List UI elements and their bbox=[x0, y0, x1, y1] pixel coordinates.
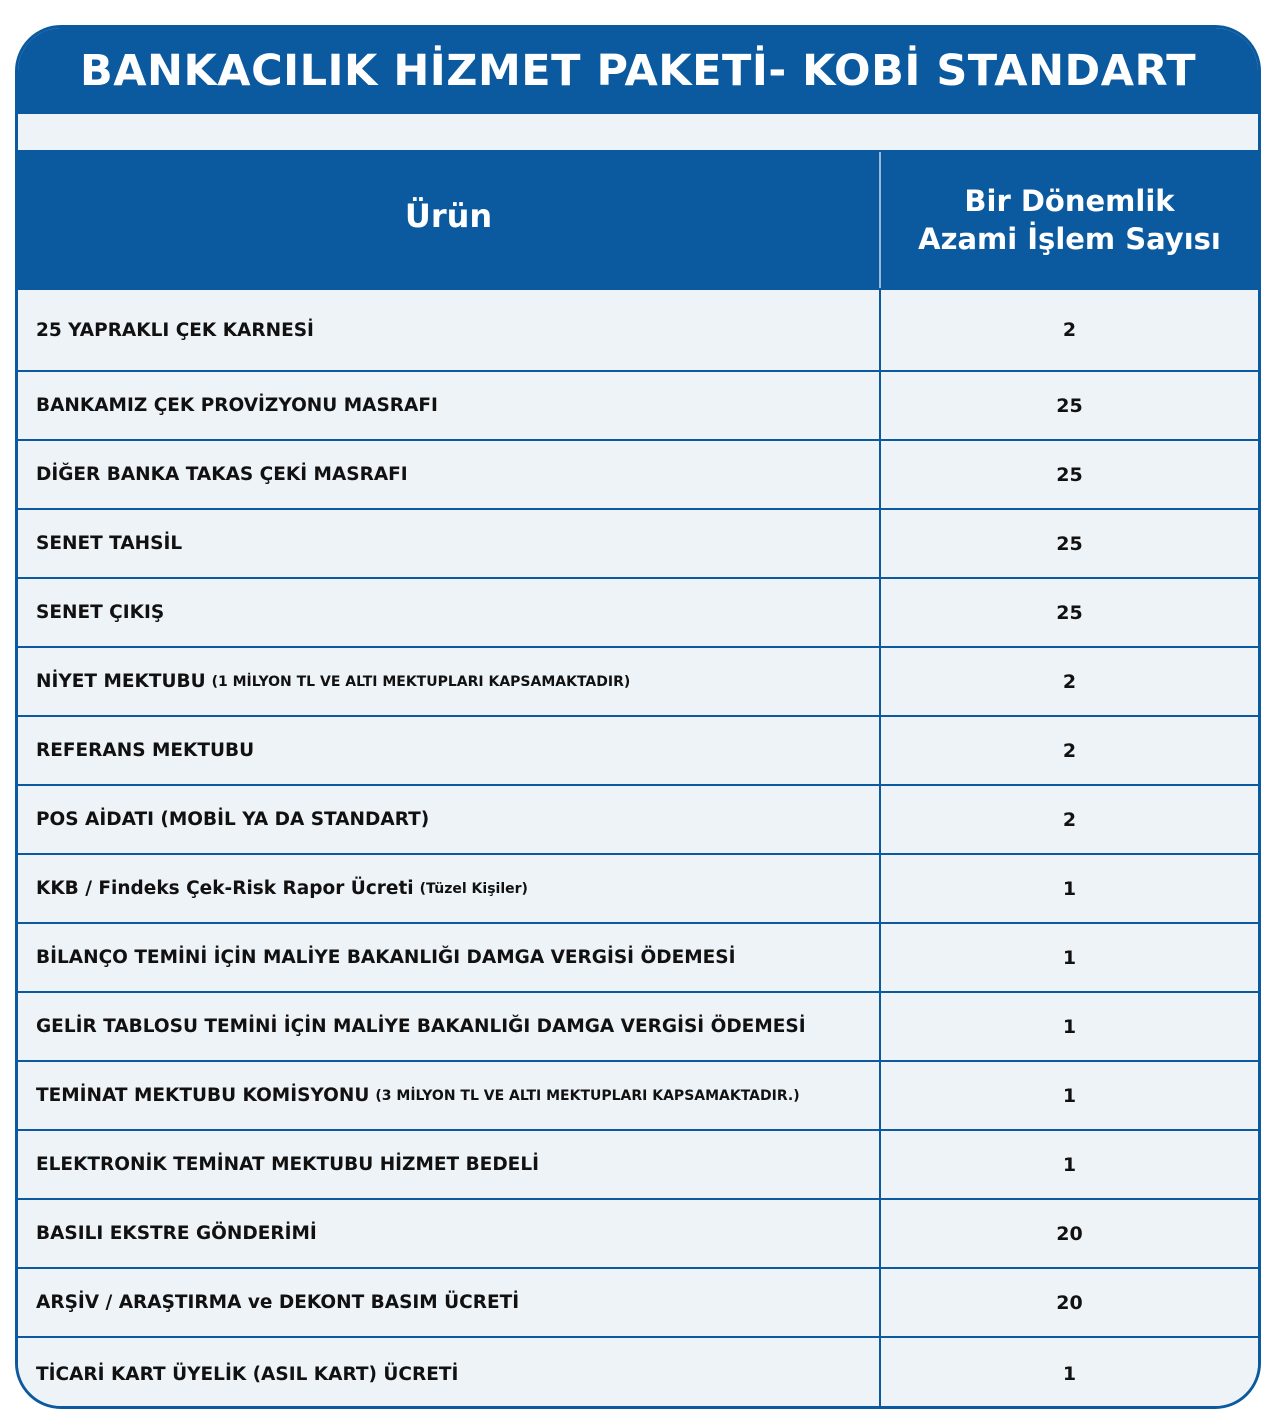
row-product bbox=[18, 579, 881, 646]
table-row bbox=[18, 1200, 1258, 1269]
row-product bbox=[18, 924, 881, 991]
row-product bbox=[18, 441, 881, 508]
row-product-label: KKB / Findeks Çek-Risk Rapor Ücreti bbox=[36, 878, 414, 899]
row-product bbox=[18, 1131, 881, 1198]
table-row bbox=[18, 1269, 1258, 1338]
row-count: 25 bbox=[1056, 463, 1083, 486]
row-count: 25 bbox=[1056, 394, 1083, 417]
table-row bbox=[18, 924, 1258, 993]
row-product-label: GELİR TABLOSU TEMİNİ İÇİN MALİYE BAKANLIĞI DAMGA VERGİSİ ÖDEMESİ bbox=[36, 1016, 806, 1037]
table-row bbox=[18, 1062, 1258, 1131]
header-count bbox=[881, 152, 1258, 288]
table-row bbox=[18, 717, 1258, 786]
row-product-label: TEMİNAT MEKTUBU KOMİSYONU bbox=[36, 1085, 370, 1106]
row-product bbox=[18, 993, 881, 1060]
table-row bbox=[18, 1131, 1258, 1200]
row-product-label: ELEKTRONİK TEMİNAT MEKTUBU HİZMET BEDELİ bbox=[36, 1154, 539, 1175]
row-product-note: (1 MİLYON TL VE ALTI MEKTUPLARI KAPSAMAKTADIR) bbox=[211, 673, 631, 690]
row-product bbox=[18, 1200, 881, 1267]
table-row bbox=[18, 372, 1258, 441]
table-row bbox=[18, 290, 1258, 372]
row-product-label: NİYET MEKTUBU bbox=[36, 671, 206, 692]
row-product-note: (3 MİLYON TL VE ALTI MEKTUPLARI KAPSAMAKTADIR.) bbox=[375, 1087, 800, 1104]
row-count: 1 bbox=[1062, 946, 1077, 969]
table-row bbox=[18, 579, 1258, 648]
row-product-label: SENET ÇIKIŞ bbox=[36, 602, 165, 623]
row-count: 1 bbox=[1062, 1084, 1077, 1107]
row-product bbox=[18, 1062, 881, 1129]
row-count: 1 bbox=[1062, 1363, 1077, 1385]
row-product bbox=[18, 372, 881, 439]
row-product-label: SENET TAHSİL bbox=[36, 533, 183, 554]
service-package-card bbox=[15, 25, 1261, 1409]
header-product: Ürün bbox=[18, 152, 881, 288]
page-title: BANKACILIK HİZMET PAKETİ- KOBİ STANDART bbox=[18, 28, 1258, 114]
row-count: 2 bbox=[1062, 319, 1077, 341]
row-product bbox=[18, 855, 881, 922]
row-count: 1 bbox=[1062, 1153, 1077, 1176]
spacer-strip bbox=[18, 114, 1258, 152]
row-product-note: (Tüzel Kişiler) bbox=[419, 880, 528, 897]
row-count: 1 bbox=[1062, 1015, 1077, 1038]
row-count: 2 bbox=[1062, 670, 1077, 693]
table-row bbox=[18, 855, 1258, 924]
row-product-label: ARŞİV / ARAŞTIRMA ve DEKONT BASIM ÜCRETİ bbox=[36, 1292, 520, 1313]
row-product-label: BİLANÇO TEMİNİ İÇİN MALİYE BAKANLIĞI DAMGA VERGİSİ ÖDEMESİ bbox=[36, 947, 736, 968]
row-product-label: REFERANS MEKTUBU bbox=[36, 740, 255, 761]
table-row bbox=[18, 1338, 1258, 1409]
row-product bbox=[18, 1338, 881, 1409]
row-product-label: TİCARİ KART ÜYELİK (ASIL KART) ÜCRETİ bbox=[36, 1363, 459, 1385]
row-count: 2 bbox=[1062, 808, 1077, 831]
header-count-line1: Bir Dönemlik bbox=[964, 184, 1175, 218]
package-table bbox=[18, 152, 1258, 1409]
table-body bbox=[18, 290, 1258, 1409]
table-row bbox=[18, 648, 1258, 717]
row-product bbox=[18, 648, 881, 715]
table-row bbox=[18, 510, 1258, 579]
row-count: 20 bbox=[1056, 1291, 1083, 1314]
table-header bbox=[18, 152, 1258, 290]
row-count: 1 bbox=[1062, 877, 1077, 900]
row-product-label: BANKAMIZ ÇEK PROVİZYONU MASRAFI bbox=[36, 395, 438, 416]
row-product bbox=[18, 510, 881, 577]
row-product bbox=[18, 1269, 881, 1336]
row-product-label: 25 YAPRAKLI ÇEK KARNESİ bbox=[36, 319, 314, 341]
table-row bbox=[18, 993, 1258, 1062]
row-product-label: POS AİDATI (MOBİL YA DA STANDART) bbox=[36, 809, 430, 830]
row-count: 2 bbox=[1062, 739, 1077, 762]
row-count: 25 bbox=[1056, 601, 1083, 624]
row-count: 20 bbox=[1056, 1222, 1083, 1245]
row-product-label: BASILI EKSTRE GÖNDERİMİ bbox=[36, 1223, 317, 1244]
row-product-label: DİĞER BANKA TAKAS ÇEKİ MASRAFI bbox=[36, 464, 408, 485]
row-product bbox=[18, 717, 881, 784]
row-count: 25 bbox=[1056, 532, 1083, 555]
table-row bbox=[18, 786, 1258, 855]
row-product bbox=[18, 290, 881, 370]
row-product bbox=[18, 786, 881, 853]
header-count-line2: Azami İşlem Sayısı bbox=[918, 222, 1221, 256]
table-row bbox=[18, 441, 1258, 510]
